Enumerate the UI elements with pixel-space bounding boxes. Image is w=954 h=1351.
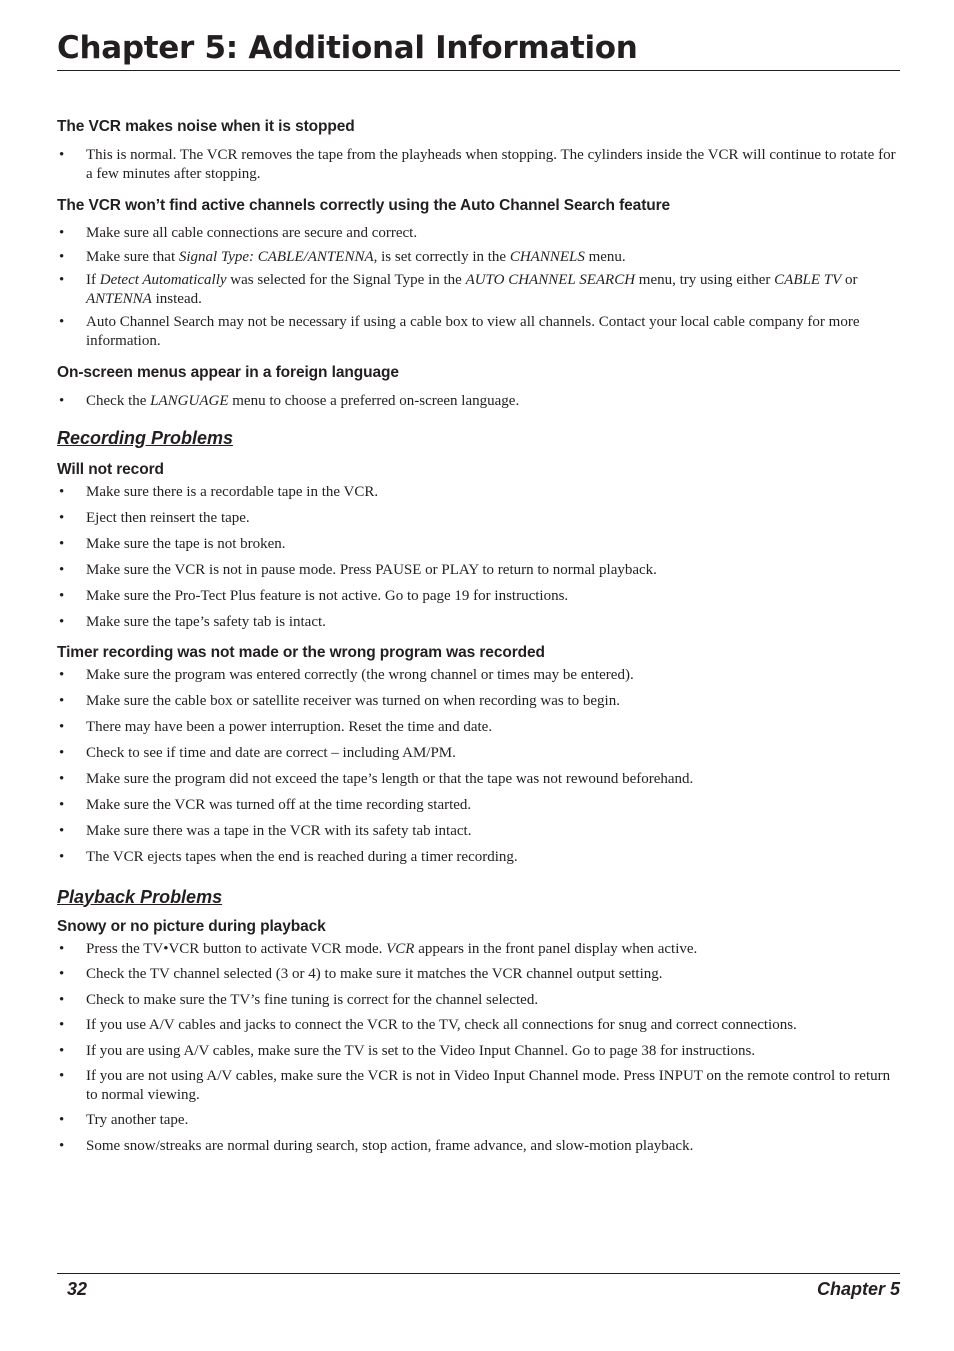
italic-term: CABLE TV [774, 272, 842, 288]
list-item: • Make sure the VCR is not in pause mode. Press PAUSE or PLAY to return to normal playback. [57, 561, 900, 580]
italic-term: Signal Type: CABLE/ANTENNA [178, 248, 374, 265]
footer-rule [57, 1273, 900, 1274]
title-rule [57, 70, 900, 71]
list-item: • If you are using A/V cables, make sure the TV is set to the Video Input Channel. Go to page 38 for instructions. [57, 1042, 900, 1061]
list-snowy-picture [57, 940, 900, 1156]
heading-snowy-picture: Snowy or no picture during playback [57, 917, 326, 935]
section-recording-problems: Recording Problems [57, 427, 234, 448]
italic-term: LANGUAGE [150, 393, 229, 409]
list-item: • Check the LANGUAGE menu to choose a preferred on-screen language. [57, 392, 900, 411]
heading-timer-recording: Timer recording was not made or the wrong program was recorded [57, 644, 545, 661]
list-item: • If you use A/V cables and jacks to connect the VCR to the TV, check all connections for snug and correct connections. [57, 1016, 900, 1035]
manual-page [57, 0, 900, 1351]
list-item: • This is normal. The VCR removes the tape from the playheads when stopping. The cylinders inside the VCR will continue to rotate for a few minutes after stopping. [57, 146, 900, 183]
list-timer-recording [57, 666, 900, 867]
list-item: • Some snow/streaks are normal during search, stop action, frame advance, and slow-motion playback. [57, 1137, 900, 1156]
list-item: • Check the TV channel selected (3 or 4) to make sure it matches the VCR channel output setting. [57, 965, 900, 984]
italic-term: VCR [386, 940, 415, 957]
list-item: • Make sure that Signal Type: CABLE/ANTENNA, is set correctly in the CHANNELS menu. [57, 248, 900, 267]
list-foreign-language [57, 392, 900, 411]
list-item: • Make sure the cable box or satellite receiver was turned on when recording was to begin. [57, 692, 900, 711]
list-will-not-record [57, 483, 900, 632]
heading-will-not-record: Will not record [57, 460, 164, 478]
list-item: • Check to see if time and date are correct – including AM/PM. [57, 744, 900, 763]
list-item: • Make sure the program did not exceed the tape’s length or that the tape was not rewound beforehand. [57, 770, 900, 789]
heading-foreign-language: On-screen menus appear in a foreign language [57, 364, 399, 381]
list-item: • Check to make sure the TV’s fine tuning is correct for the channel selected. [57, 991, 900, 1010]
italic-term: Detect Automatically [99, 272, 227, 288]
heading-vcr-noise: The VCR makes noise when it is stopped [57, 118, 355, 135]
page-number: 32 [67, 1279, 88, 1299]
list-item: • Make sure the VCR was turned off at the time recording started. [57, 796, 900, 815]
page-content [57, 118, 900, 1155]
heading-auto-channel: The VCR won’t find active channels correctly using the Auto Channel Search feature [57, 197, 671, 214]
list-item: • If Detect Automatically was selected for the Signal Type in the AUTO CHANNEL SEARCH menu, try using either CABLE TV or ANTENNA instead. [57, 271, 900, 308]
list-item: • Make sure there was a tape in the VCR with its safety tab intact. [57, 822, 900, 841]
list-item: • If you are not using A/V cables, make sure the VCR is not in Video Input Channel mode. Press INPUT on the remote control to return to normal viewing. [57, 1067, 900, 1104]
list-item: • Make sure all cable connections are secure and correct. [57, 224, 900, 243]
list-item: • Make sure there is a recordable tape in the VCR. [57, 483, 900, 502]
italic-term: AUTO CHANNEL SEARCH [465, 272, 636, 288]
list-vcr-noise [57, 146, 900, 183]
chapter-title: Chapter 5: Additional Information [57, 30, 638, 66]
list-item: • Try another tape. [57, 1111, 900, 1130]
italic-term: CHANNELS [509, 248, 585, 265]
list-item: • There may have been a power interruption. Reset the time and date. [57, 718, 900, 737]
list-auto-channel [57, 224, 900, 350]
list-item: • Press the TV•VCR button to activate VCR mode. VCR appears in the front panel display when active. [57, 940, 900, 959]
list-item: • Make sure the tape’s safety tab is intact. [57, 613, 900, 632]
footer-chapter-label: Chapter 5 [816, 1279, 900, 1299]
list-item: • The VCR ejects tapes when the end is reached during a timer recording. [57, 848, 900, 867]
list-item: • Eject then reinsert the tape. [57, 509, 900, 528]
list-item: • Auto Channel Search may not be necessary if using a cable box to view all channels. Contact your local cable company for more information. [57, 313, 900, 350]
section-playback-problems: Playback Problems [57, 886, 223, 907]
list-item: • Make sure the tape is not broken. [57, 535, 900, 554]
italic-term: ANTENNA [86, 290, 152, 307]
list-item: • Make sure the Pro-Tect Plus feature is not active. Go to page 19 for instructions. [57, 587, 900, 606]
list-item: • Make sure the program was entered correctly (the wrong channel or times may be entered). [57, 666, 900, 685]
